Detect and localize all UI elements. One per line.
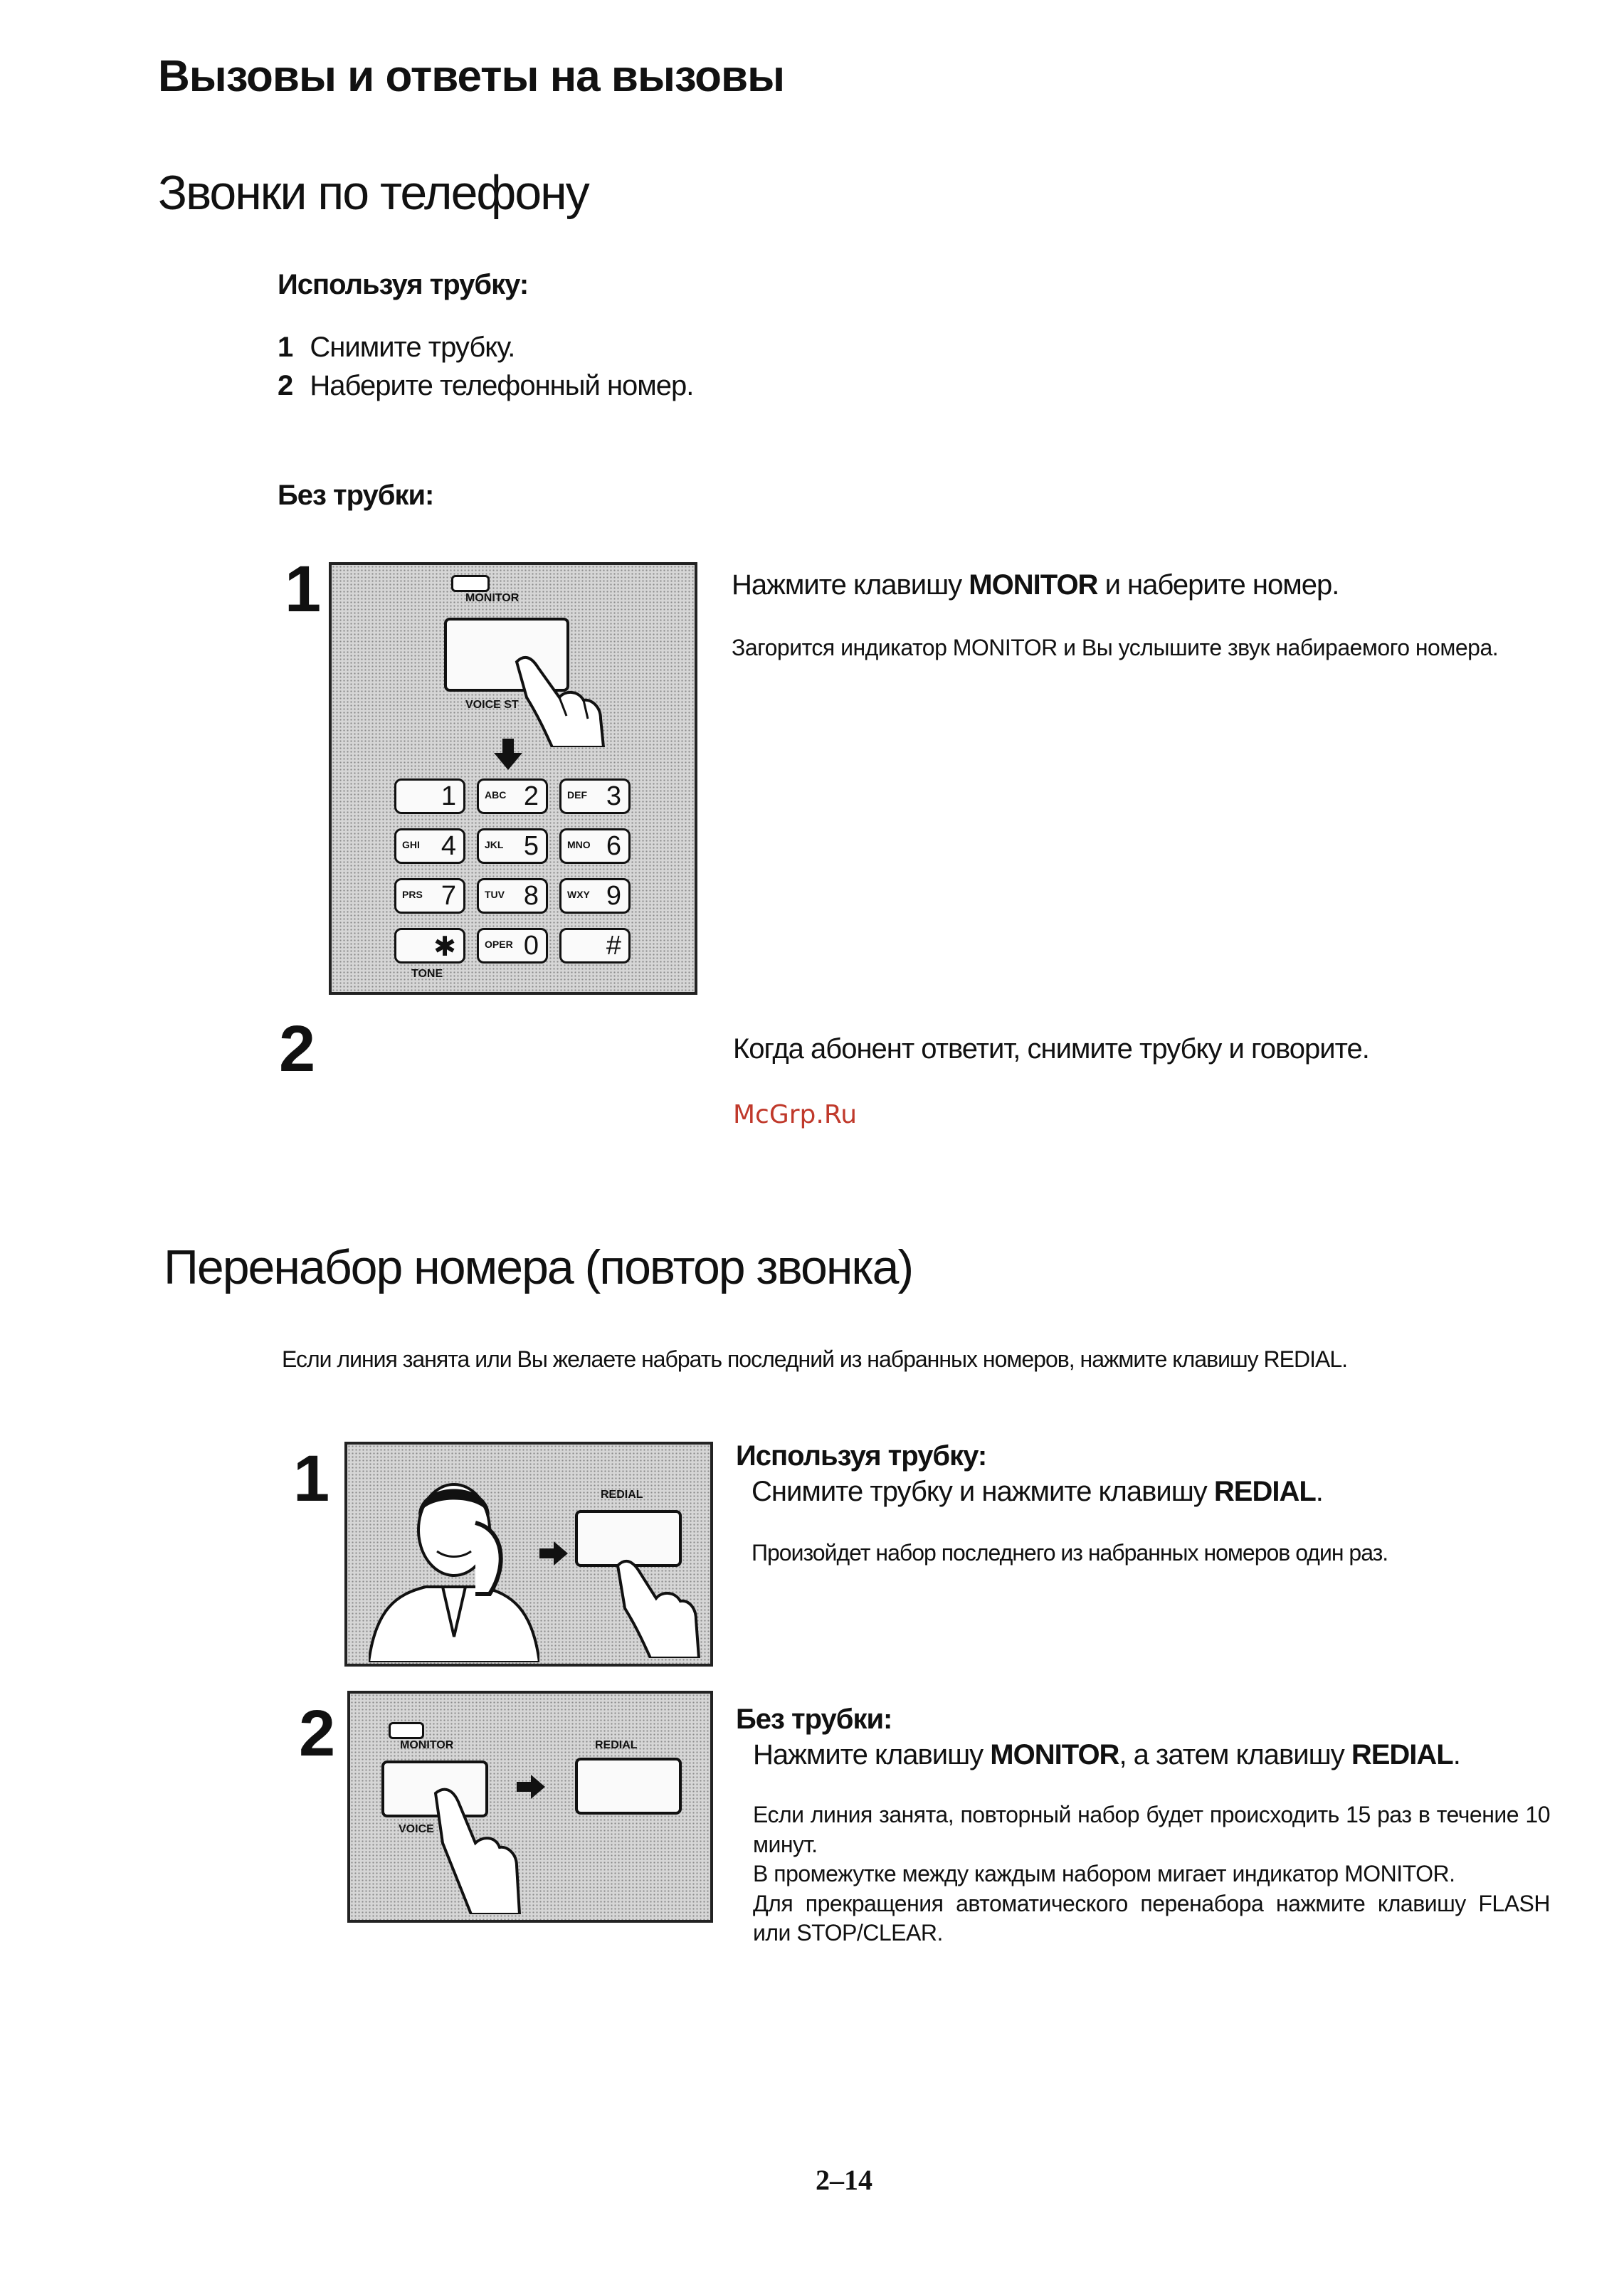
keypad-illustration [329, 562, 697, 995]
handset-step-1 [278, 332, 515, 364]
down-arrow-icon [494, 739, 522, 770]
note-line: В промежутке между каждым набором мигает индикатор MONITOR. [753, 1861, 1455, 1887]
step-number: 2 [278, 370, 293, 401]
man-with-handset-icon [369, 1473, 539, 1662]
section-title-calls: Звонки по телефону [158, 166, 589, 220]
redial-step-2-instruction: Нажмите клавишу MONITOR, а затем клавишу REDIAL. [753, 1739, 1460, 1770]
handset-step-2 [278, 370, 693, 402]
without-handset-heading: Без трубки: [278, 480, 434, 511]
voice-label: VOICE [399, 1823, 434, 1835]
redial-label: REDIAL [601, 1489, 643, 1501]
page-number: 2–14 [816, 2164, 872, 2196]
key-4: GHI 4 [394, 828, 465, 864]
pressing-hand-icon [510, 648, 609, 747]
redial-step-2-heading: Без трубки: [736, 1704, 892, 1735]
redial-intro: Если линия занята или Вы желаете набрать последний из набранных номеров, нажмите клавишу REDIAL. [282, 1346, 1348, 1372]
section-title-redial: Перенабор номера (повтор звонка) [164, 1240, 913, 1294]
step-1-number: 1 [285, 553, 322, 625]
redial-step-2-notes [753, 1800, 1550, 1948]
step-text: Снимите трубку. [310, 332, 515, 363]
redial-step-1-number: 1 [293, 1442, 330, 1515]
key-star: ✱ [394, 928, 465, 964]
note-line: Если линия занята, повторный набор будет происходить 15 раз в течение 10 минут. [753, 1802, 1550, 1857]
tone-label: TONE [411, 968, 443, 980]
watermark: McGrp.Ru [733, 1100, 858, 1129]
key-1: 1 [394, 778, 465, 814]
redial-monitor-illustration [347, 1691, 713, 1923]
step-1-note: Загорится индикатор MONITOR и Вы услышите звук набираемого номера. [732, 635, 1499, 660]
key-7: PRS 7 [394, 878, 465, 914]
key-2: ABC 2 [477, 778, 548, 814]
step-text: Наберите телефонный номер. [310, 370, 694, 401]
redial-key [575, 1758, 682, 1815]
pressing-hand-icon [611, 1551, 703, 1658]
redial-step-2-number: 2 [299, 1697, 336, 1770]
redial-step-1-note: Произойдет набор последнего из набранных номеров один раз. [752, 1540, 1388, 1566]
key-5: JKL 5 [477, 828, 548, 864]
key-3: DEF 3 [559, 778, 631, 814]
key-8: TUV 8 [477, 878, 548, 914]
right-arrow-icon [539, 1541, 568, 1566]
step-1-instruction: Нажмите клавишу MONITOR и наберите номер. [732, 569, 1339, 601]
with-handset-heading: Используя трубку: [278, 269, 529, 300]
step-2-instruction: Когда абонент ответит, снимите трубку и говорите. [733, 1033, 1369, 1065]
redial-step-1-heading: Используя трубку: [736, 1440, 987, 1472]
key-0: OPER 0 [477, 928, 548, 964]
step-2-number: 2 [279, 1013, 316, 1085]
key-hash: # [559, 928, 631, 964]
monitor-indicator-icon [451, 575, 490, 592]
key-9: WXY 9 [559, 878, 631, 914]
key-6: MNO 6 [559, 828, 631, 864]
redial-label: REDIAL [595, 1739, 638, 1751]
pressing-hand-icon [428, 1786, 528, 1914]
redial-step-1-instruction: Снимите трубку и нажмите клавишу REDIAL. [752, 1476, 1323, 1507]
step-number: 1 [278, 332, 293, 363]
redial-handset-illustration [344, 1442, 713, 1667]
monitor-label: MONITOR [465, 592, 520, 604]
page-title: Вызовы и ответы на вызовы [158, 52, 785, 101]
note-line: Для прекращения автоматического перенабора нажмите клавишу FLASH или STOP/CLEAR. [753, 1890, 1550, 1946]
monitor-indicator-icon [389, 1722, 424, 1739]
voice-label: VOICE ST [465, 699, 519, 711]
monitor-label: MONITOR [400, 1739, 454, 1751]
